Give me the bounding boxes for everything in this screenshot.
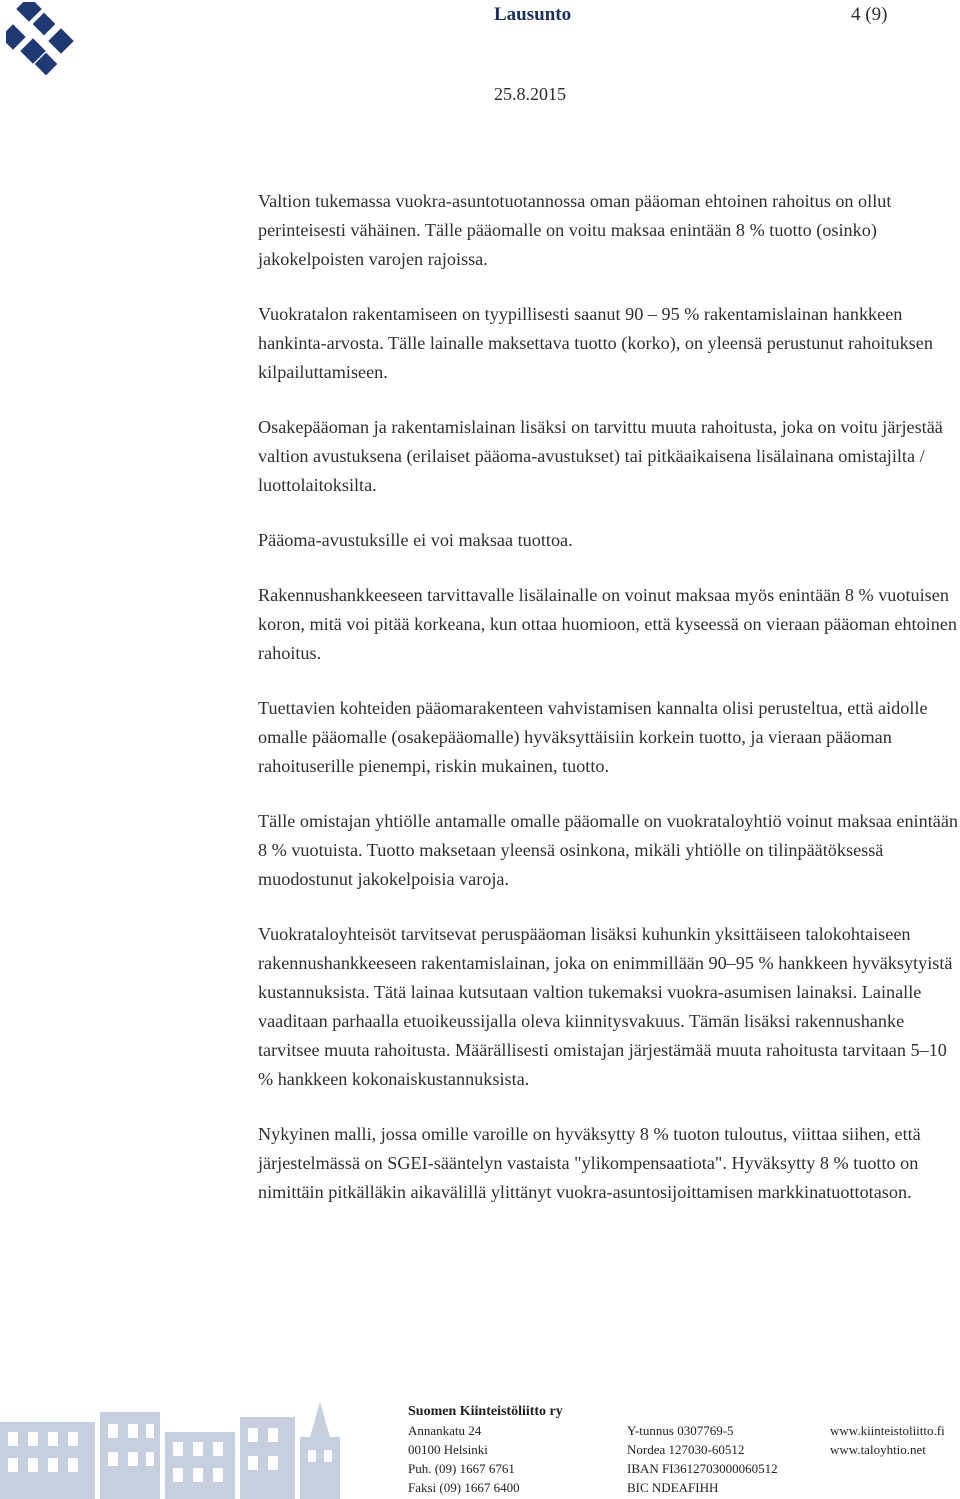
document-body — [258, 187, 958, 1233]
footer-organization — [408, 1402, 563, 1497]
footer-web-links — [830, 1421, 945, 1459]
paragraph: Tälle omistajan yhtiölle antamalle omalle pääomalle on vuokrataloyhtiö voinut maksaa enintään 8 % vuotuista. Tuotto maksetaan yleensä osinkona, mikäli yhtiölle on tilinpäätöksessä muodostunut jakokelpoisia varoja. — [258, 811, 958, 889]
paragraph: Pääoma-avustuksille ei voi maksaa tuottoa. — [258, 530, 573, 550]
footer-phone: Puh. (09) 1667 6761 — [408, 1461, 515, 1476]
paragraph: Osakepääoman ja rakentamislainan lisäksi on tarvittu muuta rahoitusta, joka on voitu järjestää valtion avustuksena (erilaiset pääoma-avustukset) tai pitkäaikaisena lisälainana omistajilta / luottolaitoksilta. — [258, 417, 943, 495]
footer-bank-account: Nordea 127030-60512 — [627, 1442, 745, 1457]
footer-website-link[interactable]: www.kiinteistoliitto.fi — [830, 1423, 945, 1438]
footer-org-name: Suomen Kiinteistöliitto ry — [408, 1404, 563, 1419]
footer-address-line: 00100 Helsinki — [408, 1442, 488, 1457]
page-number: 4 (9) — [851, 4, 888, 25]
paragraph: Valtion tukemassa vuokra-asuntotuotannossa oman pääoman ehtoinen rahoitus on ollut perinteisesti vähäinen. Tälle pääomalle on voitu maksaa enintään 8 % tuotto (osinko) jakokelpoisten varojen rajoissa. — [258, 191, 892, 269]
paragraph: Rakennushankkeeseen tarvittavalle lisälainalle on voinut maksaa myös enintään 8 % vuotuisen koron, mitä voi pitää korkeana, kun ottaa huomioon, että kyseessä on vieraan pääoman ehtoinen rahoitus. — [258, 585, 957, 663]
footer-address-line: Annankatu 24 — [408, 1423, 482, 1438]
footer-business-id: Y-tunnus 0307769-5 — [627, 1423, 734, 1438]
paragraph: Vuokrataloyhteisöt tarvitsevat peruspääoman lisäksi kuhunkin yksittäiseen talokohtaiseen rakennushankkeeseen rakentamislainan, joka on enimmillään 90–95 % hankkeen hyväksytyistä kustannuksista. Tätä lainaa kutsutaan valtion tukemaksi vuokra-asumisen lainaksi. Lainalle vaaditaan parhaalla etuoikeussijalla oleva kiinnitysvakuus. Tämän lisäksi rakennushanke tarvitsee muuta rahoitusta. Määrällisesti omistajan järjestämää muuta rahoitusta tarvitaan 5–10 % hankkeen kokonaiskustannuksista. — [258, 924, 953, 1089]
document-type-title: Lausunto — [494, 4, 572, 25]
paragraph: Tuettavien kohteiden pääomarakenteen vahvistamisen kannalta olisi perusteltua, että aidolle omalle pääomalle (osakepääomalle) hyväksyttäisiin korkein tuotto, ja vieraan pääoman rahoituserille pienempi, riskin mukainen, tuotto. — [258, 698, 928, 776]
document-date: 25.8.2015 — [494, 84, 566, 104]
organization-logo-icon — [6, 2, 86, 82]
building-facade-illustration-icon — [0, 1392, 340, 1499]
footer-bank-info — [627, 1421, 778, 1497]
footer-iban: IBAN FI3612703000060512 — [627, 1461, 778, 1476]
footer-website-link[interactable]: www.taloyhtio.net — [830, 1442, 926, 1457]
footer-fax: Faksi (09) 1667 6400 — [408, 1480, 520, 1495]
paragraph: Nykyinen malli, jossa omille varoille on hyväksytty 8 % tuoton tuloutus, viittaa siihen, että järjestelmässä on SGEI-sääntelyn vastaista "ylikompensaatiota". Hyväksytty 8 % tuotto on nimittäin pitkälläkin aikavälillä ylittänyt vuokra-asuntosijoittamisen markkinatuottotason. — [258, 1124, 921, 1202]
paragraph: Vuokratalon rakentamiseen on tyypillisesti saanut 90 – 95 % rakentamislainan hankkeen hankinta-arvosta. Tälle lainalle maksettava tuotto (korko), on yleensä perustunut rahoituksen kilpailuttamiseen. — [258, 304, 933, 382]
footer-bic: BIC NDEAFIHH — [627, 1480, 719, 1495]
